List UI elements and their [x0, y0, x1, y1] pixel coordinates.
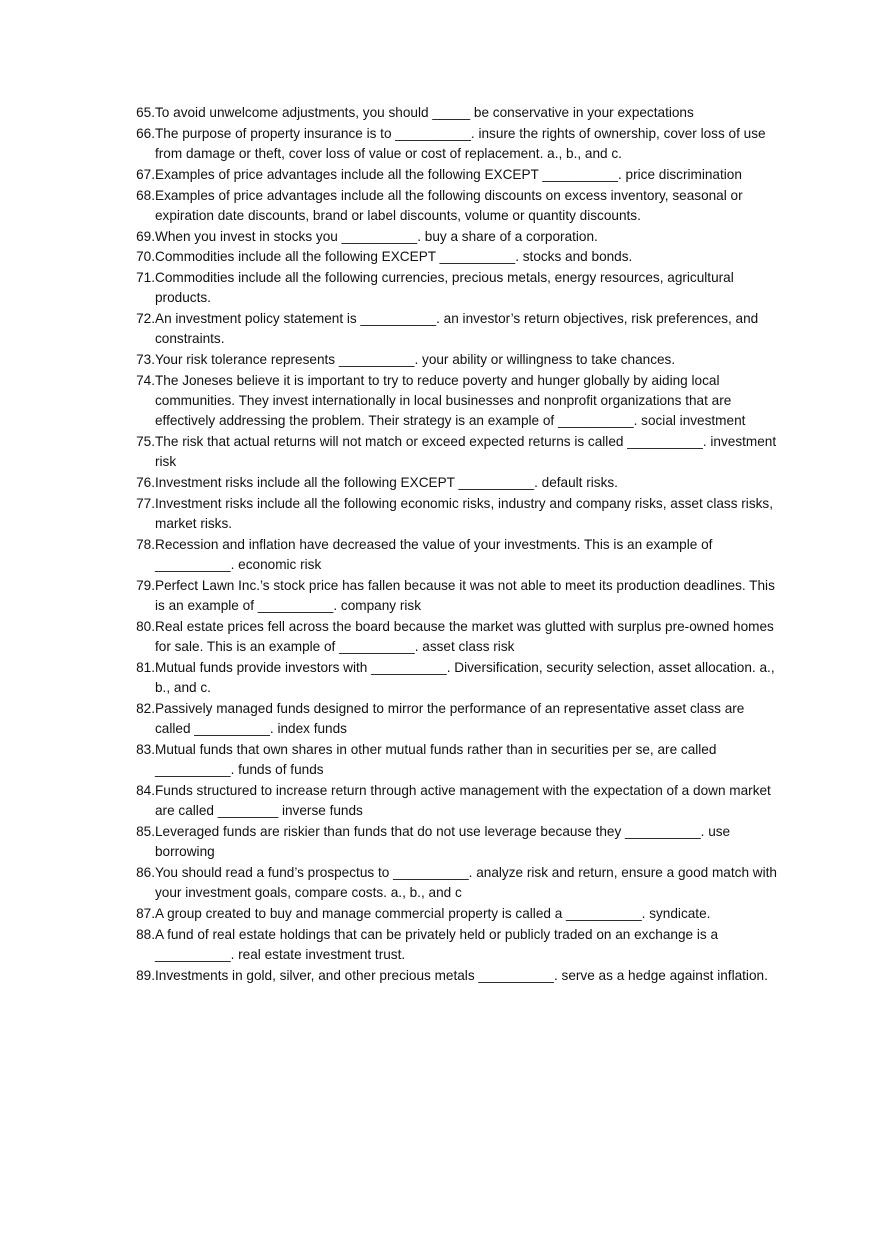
question-item [125, 966, 781, 986]
question-item [125, 309, 781, 349]
question-text: Real estate prices fell across the board because the market was glutted with surplus pre-owned homes for sale. This is an example of __________. asset class risk [155, 618, 774, 655]
question-number: 80. [136, 618, 155, 634]
question-item [125, 432, 781, 472]
question-item [125, 186, 781, 226]
question-text: Examples of price advantages include all the following EXCEPT __________. price discrimination [155, 166, 742, 182]
question-item [125, 371, 781, 432]
question-number: 78. [136, 536, 155, 552]
question-item [125, 904, 781, 924]
question-number: 84. [136, 782, 155, 798]
question-item [125, 822, 781, 862]
question-number: 77. [136, 495, 155, 511]
question-text: Perfect Lawn Inc.’s stock price has fallen because it was not able to meet its production deadlines. This is an example of __________. company risk [155, 577, 775, 614]
question-text: A fund of real estate holdings that can be privately held or publicly traded on an exchange is a __________. real estate investment trust. [155, 926, 718, 962]
question-item [125, 576, 781, 616]
question-text: Mutual funds provide investors with __________. Diversification, security selection, asset allocation. a., b., and c. [155, 659, 775, 696]
question-text: Funds structured to increase return through active management with the expectation of a down market are called ________ inverse funds [155, 782, 771, 819]
question-number: 79. [136, 577, 155, 593]
question-text: When you invest in stocks you __________. buy a share of a corporation. [155, 228, 598, 244]
question-text: Leveraged funds are riskier than funds that do not use leverage because they __________. use borrowing [155, 823, 731, 860]
question-text: Commodities include all the following EXCEPT __________. stocks and bonds. [155, 249, 633, 265]
question-item [125, 227, 781, 247]
question-item [125, 781, 781, 821]
question-item [125, 350, 781, 370]
question-item [125, 494, 781, 534]
question-item [125, 103, 781, 123]
question-number: 88. [136, 926, 155, 942]
question-text: Investment risks include all the following EXCEPT __________. default risks. [155, 475, 618, 491]
question-item [125, 658, 781, 698]
question-text: You should read a fund’s prospectus to __________. analyze risk and return, ensure a good match with your investment goals, compare costs. a., b., and c [155, 864, 777, 901]
question-text: A group created to buy and manage commercial property is called a __________. syndicate. [155, 905, 711, 921]
question-number: 71. [136, 270, 155, 286]
question-item [125, 268, 781, 308]
question-number: 65. [136, 105, 155, 120]
question-number: 76. [136, 475, 155, 491]
question-text: Your risk tolerance represents __________. your ability or willingness to take chances. [155, 352, 676, 368]
question-item [125, 740, 781, 780]
question-item [125, 124, 781, 164]
question-text: The purpose of property insurance is to __________. insure the rights of ownership, cover loss of use from damage or theft, cover loss of value or cost of replacement. a., b., and c. [155, 125, 766, 161]
question-number: 85. [136, 823, 155, 839]
question-text: An investment policy statement is __________. an investor’s return objectives, risk preferences, and constraints. [155, 311, 759, 347]
question-number: 67. [136, 166, 155, 182]
question-number: 72. [136, 311, 155, 327]
question-text: Commodities include all the following currencies, precious metals, energy resources, agricultural products. [155, 270, 734, 306]
question-text: The Joneses believe it is important to try to reduce poverty and hunger globally by aiding local communities. They invest internationally in local businesses and nonprofit organizations that are effectively addressing the problem. Their strategy is an example of __________. social investment [155, 372, 746, 429]
question-text: Recession and inflation have decreased the value of your investments. This is an example of __________. economic risk [155, 536, 713, 573]
question-text: Examples of price advantages include all the following discounts on excess inventory, seasonal or expiration date discounts, brand or label discounts, volume or quantity discounts. [155, 187, 743, 223]
question-text: Passively managed funds designed to mirror the performance of an representative asset class are called __________. index funds [155, 700, 745, 737]
question-number: 75. [136, 434, 155, 450]
question-number: 70. [136, 249, 155, 265]
question-number: 81. [136, 659, 155, 675]
question-text: The risk that actual returns will not match or exceed expected returns is called __________. investment risk [155, 434, 777, 470]
question-item [125, 863, 781, 903]
question-number: 82. [136, 700, 155, 716]
question-number: 73. [136, 352, 155, 368]
question-text: Investments in gold, silver, and other precious metals __________. serve as a hedge against inflation. [155, 967, 768, 983]
question-item [125, 473, 781, 493]
question-item [125, 699, 781, 739]
question-number: 83. [136, 741, 155, 757]
question-number: 87. [136, 905, 155, 921]
question-number: 89. [136, 967, 155, 983]
question-number: 69. [136, 228, 155, 244]
question-item [125, 925, 781, 965]
question-number: 66. [136, 125, 155, 141]
question-text: Investment risks include all the following economic risks, industry and company risks, asset class risks, market risks. [155, 495, 773, 532]
question-item [125, 535, 781, 575]
question-item [125, 617, 781, 657]
question-number: 86. [136, 864, 155, 880]
question-item [125, 247, 781, 267]
question-number: 68. [136, 187, 155, 203]
question-list [125, 103, 781, 987]
question-text: To avoid unwelcome adjustments, you should _____ be conservative in your expectations [155, 105, 694, 120]
question-item [125, 165, 781, 185]
question-number: 74. [136, 372, 155, 388]
question-text: Mutual funds that own shares in other mutual funds rather than in securities per se, are called __________. funds of funds [155, 741, 717, 778]
